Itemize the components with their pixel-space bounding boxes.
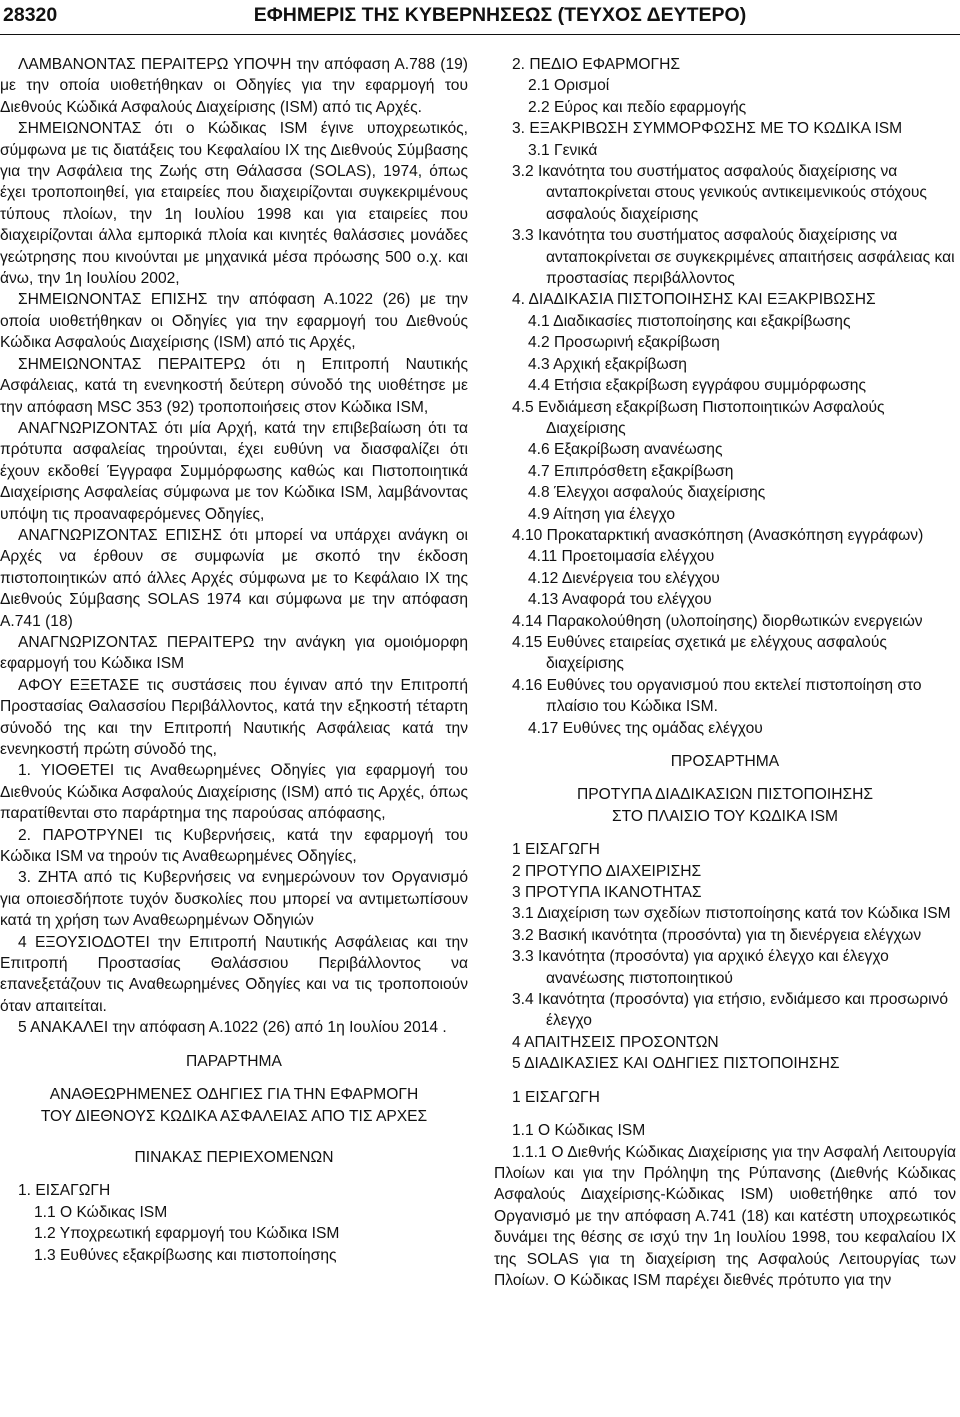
- left-column: [0, 54, 468, 1266]
- page-number: 28320: [3, 4, 58, 26]
- toc-item: 1. ΕΙΣΑΓΩΓΗ: [18, 1182, 111, 1200]
- paragraph: ΑΝΑΓΝΩΡΙΖΟΝΤΑΣ ΕΠΙΣΗΣ ότι μπορεί να υπάρχει ανάγκη οι Αρχές να έρθουν σε συμφωνία με σκοπό την έκδοση πιστοποιητικών από άλλες Αρχές σύμφωνα με το Κεφάλαιο IX της Διεθνούς Σύμβασης SOLAS 1974 και σύμφωνα με την απόφαση Α.741 (18): [0, 526, 468, 630]
- toc-item: 3.4 Ικανότητα (προσόντα) για ετήσιο, ενδιάμεσο και προσωρινό έλεγχο: [512, 991, 949, 1030]
- toc-item: 3 ΠΡΟΤΥΠΑ ΙΚΑΝΟΤΗΤΑΣ: [512, 884, 702, 902]
- toc-item: 3.1 Γενικά: [528, 141, 598, 159]
- toc-item: 4.11 Προετοιμασία ελέγχου: [528, 548, 715, 566]
- toc-item: 1.3 Ευθύνες εξακρίβωσης και πιστοποίησης: [34, 1246, 337, 1264]
- paragraph: ΣΗΜΕΙΩΝΟΝΤΑΣ ΕΠΙΣΗΣ την απόφαση Α.1022 (26) με την οποία υιοθετήθηκαν οι Οδηγίες για την εφαρμογή του Διεθνούς Κώδικα Ασφαλούς Διαχείρισης (ISM) από τις Αρχές,: [0, 291, 468, 352]
- toc-item: 4.16 Ευθύνες του οργανισμού που εκτελεί πιστοποίηση στο πλαίσιο του Κώδικα ISM.: [512, 676, 922, 716]
- toc-item: 4.15 Ευθύνες εταιρείας σχετικά με ελέγχους ασφαλούς διαχείρισης: [512, 633, 887, 673]
- toc-item: 5 ΔΙΑΔΙΚΑΣΙΕΣ ΚΑΙ ΟΔΗΓΙΕΣ ΠΙΣΤΟΠΟΙΗΣΗΣ: [512, 1055, 840, 1073]
- annex-heading: ΑΝΑΘΕΩΡΗΜΕΝΕΣ ΟΔΗΓΙΕΣ ΓΙΑ ΤΗΝ ΕΦΑΡΜΟΓΗ: [49, 1086, 419, 1104]
- toc-item: 4.17 Ευθύνες της ομάδας ελέγχου: [528, 719, 763, 737]
- paragraph: 1.1.1 Ο Διεθνής Κώδικας Διαχείρισης για την Ασφαλή Λειτουργία Πλοίων και για την Πρόληψη της Ρύπανσης (Διεθνής Κώδικας Ασφαλούς Διαχείρισης-Κώδικας ISM) υιοθετήθηκε από τον Οργανισμό με την απόφαση Α.741 (18) και κατέστη υποχρεωτικός δυνάμει της θέσης σε ισχύ την 1η Ιουλίου 1998, του κεφαλαίου IX της SOLAS για τη διαχείριση της Ασφαλούς Λειτουργίας των Πλοίων. Ο Κώδικας ISM παρέχει διεθνές πρότυπο για την: [494, 1143, 956, 1289]
- paragraph: 4 ΕΞΟΥΣΙΟΔΟΤΕΙ την Επιτροπή Ναυτικής Ασφάλειας και την Επιτροπή Προστασίας Θαλάσσιου Περιβάλλοντος να επανεξετάζουν τις Αναθεωρημένες Οδηγίες και να τις τροποποιούν όταν απαιτείται.: [0, 933, 468, 1015]
- toc-item: 4.14 Παρακολούθηση (υλοποίησης) διορθωτικών ενεργειών: [512, 612, 923, 630]
- toc-item: 4.1 Διαδικασίες πιστοποίησης και εξακρίβωσης: [528, 312, 851, 330]
- toc-item: 4.6 Εξακρίβωση ανανέωσης: [528, 441, 723, 459]
- paragraph: 5 ΑΝΑΚΑΛΕΙ την απόφαση Α.1022 (26) από 1η Ιουλίου 2014 .: [18, 1019, 447, 1037]
- toc-title: ΠΙΝΑΚΑΣ ΠΕΡΙΕΧΟΜΕΝΩΝ: [134, 1148, 334, 1166]
- toc-item: 2. ΠΕΔΙΟ ΕΦΑΡΜΟΓΗΣ: [512, 56, 681, 73]
- toc-item: 3.3 Ικανότητα του συστήματος ασφαλούς διαχείρισης να ανταποκρίνεται σε συγκεκριμένες απαιτήσεις ασφάλειας και προστασίας περιβάλλοντος: [512, 227, 955, 288]
- gazette-title: ΕΦΗΜΕΡΙΣ ΤΗΣ ΚΥΒΕΡΝΗΣΕΩΣ (ΤΕΥΧΟΣ ΔΕΥΤΕΡΟ): [253, 4, 747, 26]
- toc-item: 3.2 Βασική ικανότητα (προσόντα) για τη διενέργεια ελέγχων: [512, 926, 922, 944]
- appendix-title: ΠΡΟΣΑΡΤΗΜΑ: [670, 753, 780, 770]
- paragraph: ΣΗΜΕΙΩΝΟΝΤΑΣ ΠΕΡΑΙΤΕΡΩ ότι η Επιτροπή Ναυτικής Ασφάλειας, κατά τη ενενηκοστή δεύτερη σύνοδό της υιοθέτησε με την απόφαση MSC 353 (92) τροποποιήσεις στον Κώδικα ISM,: [0, 355, 468, 416]
- paragraph: ΣΗΜΕΙΩΝΟΝΤΑΣ ότι ο Κώδικας ISM έγινε υποχρεωτικός, σύμφωνα με τις διατάξεις του Κεφαλαίου IX της Διεθνούς Σύμβασης για την Ασφάλεια της Ζωής στη Θάλασσα (SOLAS), 1974, όπως έχει τροποποιηθεί, για εταιρείες που διαχειρίζονται συγκεκριμένους τύπους πλοίων, την 1η Ιουλίου 1998 και για εταιρείες που διαχειρίζονται άλλα εμπορικά πλοία και κινητές θαλάσσιες μονάδες γεώτρησης που κινούνται με μηχανικά μέσα πρόωσης 500 ο.χ. και άνω, την 1η Ιουλίου 2002,: [0, 120, 468, 288]
- paragraph: 1. ΥΙΟΘΕΤΕΙ τις Αναθεωρημένες Οδηγίες για εφαρμογή του Διεθνούς Κώδικα Ασφαλούς Διαχείρισης (ISM) από τις Αρχές, όπως παρατίθενται στο παράρτημα της παρούσας απόφασης,: [0, 762, 468, 823]
- toc-item: 2.2 Εύρος και πεδίο εφαρμογής: [528, 98, 747, 116]
- annex-title: ΠΑΡΑΡΤΗΜΑ: [186, 1052, 282, 1070]
- toc-item: 4 ΑΠΑΙΤΗΣΕΙΣ ΠΡΟΣΟΝΤΩΝ: [512, 1033, 719, 1051]
- toc-item: 4. ΔΙΑΔΙΚΑΣΙΑ ΠΙΣΤΟΠΟΙΗΣΗΣ ΚΑΙ ΕΞΑΚΡΙΒΩΣΗΣ: [512, 291, 876, 309]
- section-title: 1 ΕΙΣΑΓΩΓΗ: [512, 1088, 600, 1106]
- toc-item: 4.3 Αρχική εξακρίβωση: [528, 355, 687, 373]
- paragraph: ΑΝΑΓΝΩΡΙΖΟΝΤΑΣ ΠΕΡΑΙΤΕΡΩ την ανάγκη για ομοιόμορφη εφαρμογή του Κώδικα ISM: [0, 633, 468, 673]
- toc-item: 4.2 Προσωρινή εξακρίβωση: [528, 334, 720, 352]
- toc-item: 4.10 Προκαταρκτική ανασκόπηση (Ανασκόπηση εγγράφων): [512, 526, 924, 544]
- annex-heading: ΤΟΥ ΔΙΕΘΝΟΥΣ ΚΩΔΙΚΑ ΑΣΦΑΛΕΙΑΣ ΑΠΟ ΤΙΣ ΑΡΧΕΣ: [40, 1107, 428, 1125]
- toc-item: 1.1 Ο Κώδικας ISM: [34, 1203, 168, 1221]
- page-header: [0, 0, 960, 35]
- toc-item: 3. ΕΞΑΚΡΙΒΩΣΗ ΣΥΜΜΟΡΦΩΣΗΣ ΜΕ ΤΟ ΚΩΔΙΚΑ ISM: [512, 120, 903, 138]
- toc-item: 3.1 Διαχείριση των σχεδίων πιστοποίησης κατά τον Κώδικα ISM: [512, 905, 951, 923]
- section-title: 1.1 Ο Κώδικας ISM: [512, 1122, 646, 1140]
- right-column: [494, 54, 956, 1291]
- toc-item: 2 ΠΡΟΤΥΠΟ ΔΙΑΧΕΙΡΙΣΗΣ: [512, 862, 702, 880]
- toc-item: 4.8 Έλεγχοι ασφαλούς διαχείρισης: [528, 484, 766, 502]
- paragraph: 2. ΠΑΡΟΤΡΥΝΕΙ τις Κυβερνήσεις, κατά την εφαρμογή του Κώδικα ISM να τηρούν τις Αναθεωρημένες Οδηγίες,: [0, 826, 468, 866]
- paragraph: 3. ΖΗΤΑ από τις Κυβερνήσεις να ενημερώνουν τον Οργανισμό για οποιεσδήποτε τυχόν δυσκολίες που μπορεί να αντιμετωπίσουν κατά τη χρήση των Αναθεωρημένων Οδηγιών: [0, 869, 468, 930]
- toc-item: 4.5 Ενδιάμεση εξακρίβωση Πιστοποιητικών Ασφαλούς Διαχείρισης: [512, 398, 885, 437]
- paragraph: ΑΦΟΥ ΕΞΕΤΑΣΕ τις συστάσεις που έγιναν από την Επιτροπή Προστασίας Θαλασσίου Περιβάλλοντος, κατά την εξηκοστή τέταρτη σύνοδό της και την Επιτροπή Ναυτικής Ασφάλειας κατά την ενενηκοστή πρώτη σύνοδό της,: [0, 676, 468, 758]
- toc-item: 1.2 Υποχρεωτική εφαρμογή του Κώδικα ISM: [34, 1225, 340, 1243]
- toc-item: 4.9 Αίτηση για έλεγχο: [528, 505, 676, 523]
- toc-item: 2.1 Ορισμοί: [528, 77, 610, 95]
- toc-item: 4.7 Επιπρόσθετη εξακρίβωση: [528, 462, 734, 480]
- toc-item: 4.13 Αναφορά του ελέγχου: [528, 591, 712, 609]
- toc-item: 1 ΕΙΣΑΓΩΓΗ: [512, 841, 600, 859]
- toc-item: 4.4 Ετήσια εξακρίβωση εγγράφου συμμόρφωσης: [528, 377, 866, 395]
- appendix-heading: ΠΡΟΤΥΠΑ ΔΙΑΔΙΚΑΣΙΩΝ ΠΙΣΤΟΠΟΙΗΣΗΣ: [576, 786, 874, 804]
- appendix-heading: ΣΤΟ ΠΛΑΙΣΙΟ ΤΟΥ ΚΩΔΙΚΑ ISM: [611, 807, 839, 825]
- toc-item: 3.3 Ικανότητα (προσόντα) για αρχικό έλεγχο και έλεγχο ανανέωσης πιστοποιητικού: [512, 948, 889, 987]
- toc-item: 4.12 Διενέργεια του ελέγχου: [528, 569, 720, 587]
- paragraph: ΑΝΑΓΝΩΡΙΖΟΝΤΑΣ ότι μία Αρχή, κατά την επιβεβαίωση ότι τα πρότυπα ασφαλείας τηρούνται, έχει ευθύνη να διασφαλίζει ότι έχουν εκδοθεί Έγγραφα Συμμόρφωσης καθώς και Πιστοποιητικά Διαχείρισης Ασφαλείας σύμφωνα με τον Κώδικα ISM, λαμβάνοντας υπόψη τις προαναφερόμενες Οδηγίες,: [0, 419, 468, 523]
- toc-item: 3.2 Ικανότητα του συστήματος ασφαλούς διαχείρισης να ανταποκρίνεται στους γενικούς αντικειμενικούς στόχους ασφαλούς διαχείρισης: [512, 163, 927, 223]
- paragraph: ΛΑΜΒΑΝΟΝΤΑΣ ΠΕΡΑΙΤΕΡΩ ΥΠΟΨΗ την απόφαση Α.788 (19) με την οποία υιοθετήθηκαν οι Οδηγίες για την εφαρμογή του Διεθνούς Κώδικά Ασφαλούς Διαχείρισης (ISM) από τις Αρχές.: [0, 56, 468, 116]
